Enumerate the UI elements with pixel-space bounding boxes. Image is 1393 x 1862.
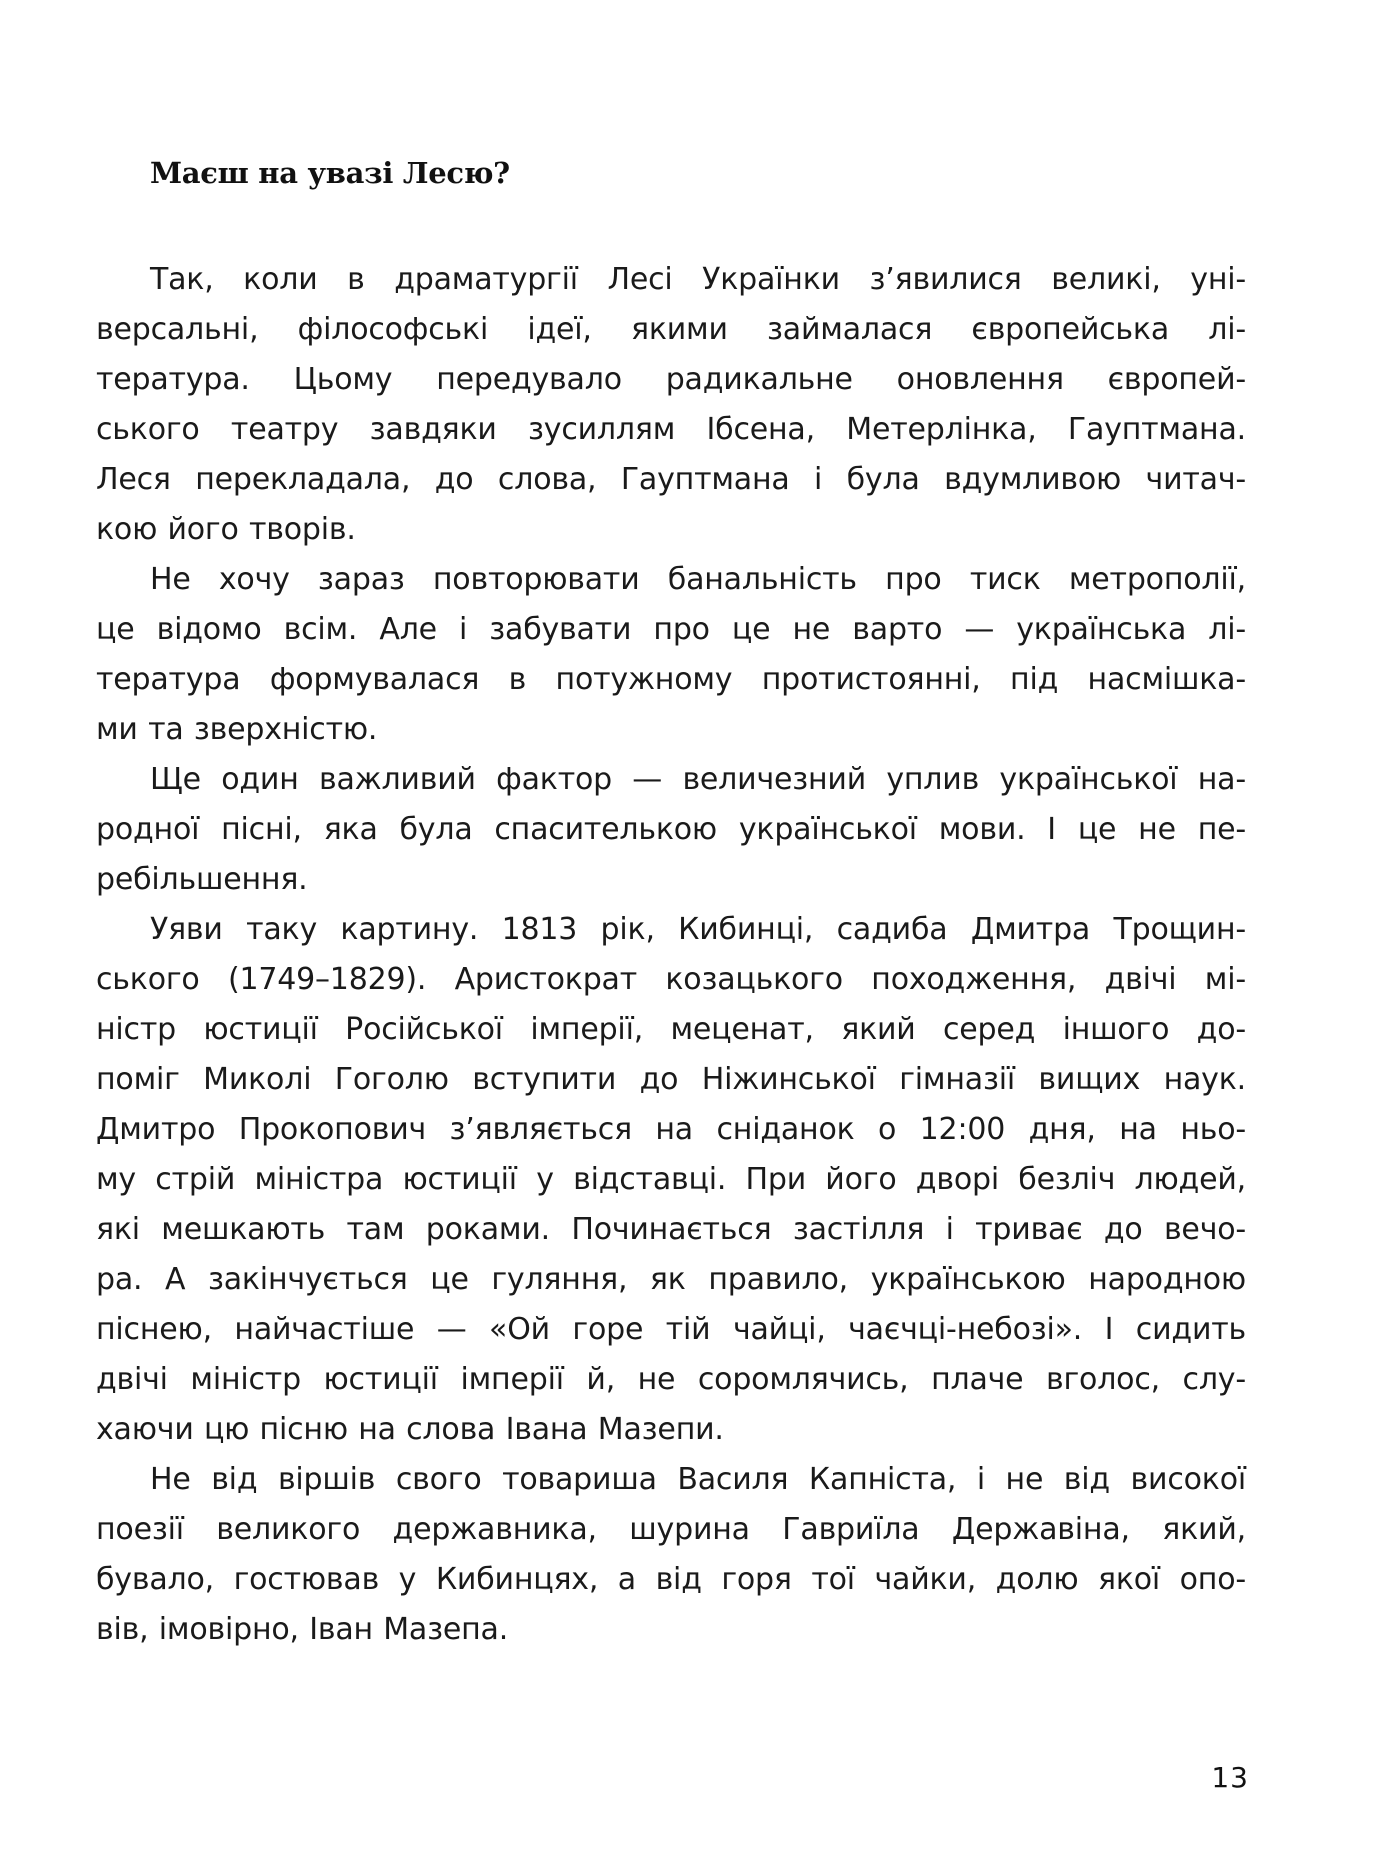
text-line: тература формувалася в потужному протистоянні, під насмішка- [96,662,1246,697]
text-line: тература. Цьому передувало радикальне оновлення європей- [96,362,1246,397]
text-line: піснею, найчастіше — «Ой горе тій чайці, чаєчці-небозі». І сидить [96,1312,1246,1347]
text-line: му стрій міністра юстиції у відставці. При його дворі безліч людей, [96,1162,1246,1197]
text-line: кою його творів. [96,512,356,547]
page-number: 13 [1211,1761,1249,1794]
text-line: Ще один важливий фактор — величезний уплив української на- [150,762,1246,797]
paragraph [96,255,1246,555]
text-line: які мешкають там роками. Починається застілля і триває до вечо- [96,1212,1246,1247]
text-line: Леся перекладала, до слова, Гауптмана і була вдумливою читач- [96,462,1246,497]
text-line: ребільшення. [96,862,308,897]
text-line: Уяви таку картину. 1813 рік, Кибинці, садиба Дмитра Трощин- [150,912,1246,947]
paragraph [96,1455,1246,1655]
text-line: ра. А закінчується це гуляння, як правило, українською народною [96,1262,1246,1297]
body-text [96,255,1246,1655]
text-line: поезії великого державника, шурина Гавриїла Державіна, який, [96,1512,1246,1547]
text-line: Не від віршів свого товариша Василя Капніста, і не від високої [150,1462,1246,1497]
text-line: хаючи цю пісню на слова Івана Мазепи. [96,1412,724,1447]
text-line: це відомо всім. Але і забувати про це не варто — українська лі- [96,612,1246,647]
text-line: двічі міністр юстиції імперії й, не соромлячись, плаче вголос, слу- [96,1362,1246,1397]
text-line: Дмитро Прокопович з’являється на сніданок о 12:00 дня, на ньо- [96,1112,1246,1147]
section-heading: Маєш на увазі Лесю? [150,156,510,190]
text-line: ського театру завдяки зусиллям Ібсена, Метерлінка, Гауптмана. [96,412,1246,447]
paragraph [96,755,1246,905]
text-line: бувало, гостював у Кибинцях, а від горя тої чайки, долю якої опо- [96,1562,1246,1597]
text-line: родної пісні, яка була спасителькою української мови. І це не пе- [96,812,1246,847]
text-line: поміг Миколі Гоголю вступити до Ніжинської гімназії вищих наук. [96,1062,1246,1097]
text-line: Не хочу зараз повторювати банальність про тиск метрополії, [150,562,1246,597]
text-line: версальні, філософські ідеї, якими займалася європейська лі- [96,312,1246,347]
paragraph [96,555,1246,755]
text-line: ністр юстиції Російської імперії, меценат, який серед іншого до- [96,1012,1246,1047]
text-line: Так, коли в драматургії Лесі Українки з’явилися великі, уні- [150,262,1246,297]
text-line: ми та зверхністю. [96,712,378,747]
text-line: ського (1749–1829). Аристократ козацького походження, двічі мі- [96,962,1246,997]
paragraph [96,905,1246,1455]
text-line: вів, імовірно, Іван Мазепа. [96,1612,509,1647]
